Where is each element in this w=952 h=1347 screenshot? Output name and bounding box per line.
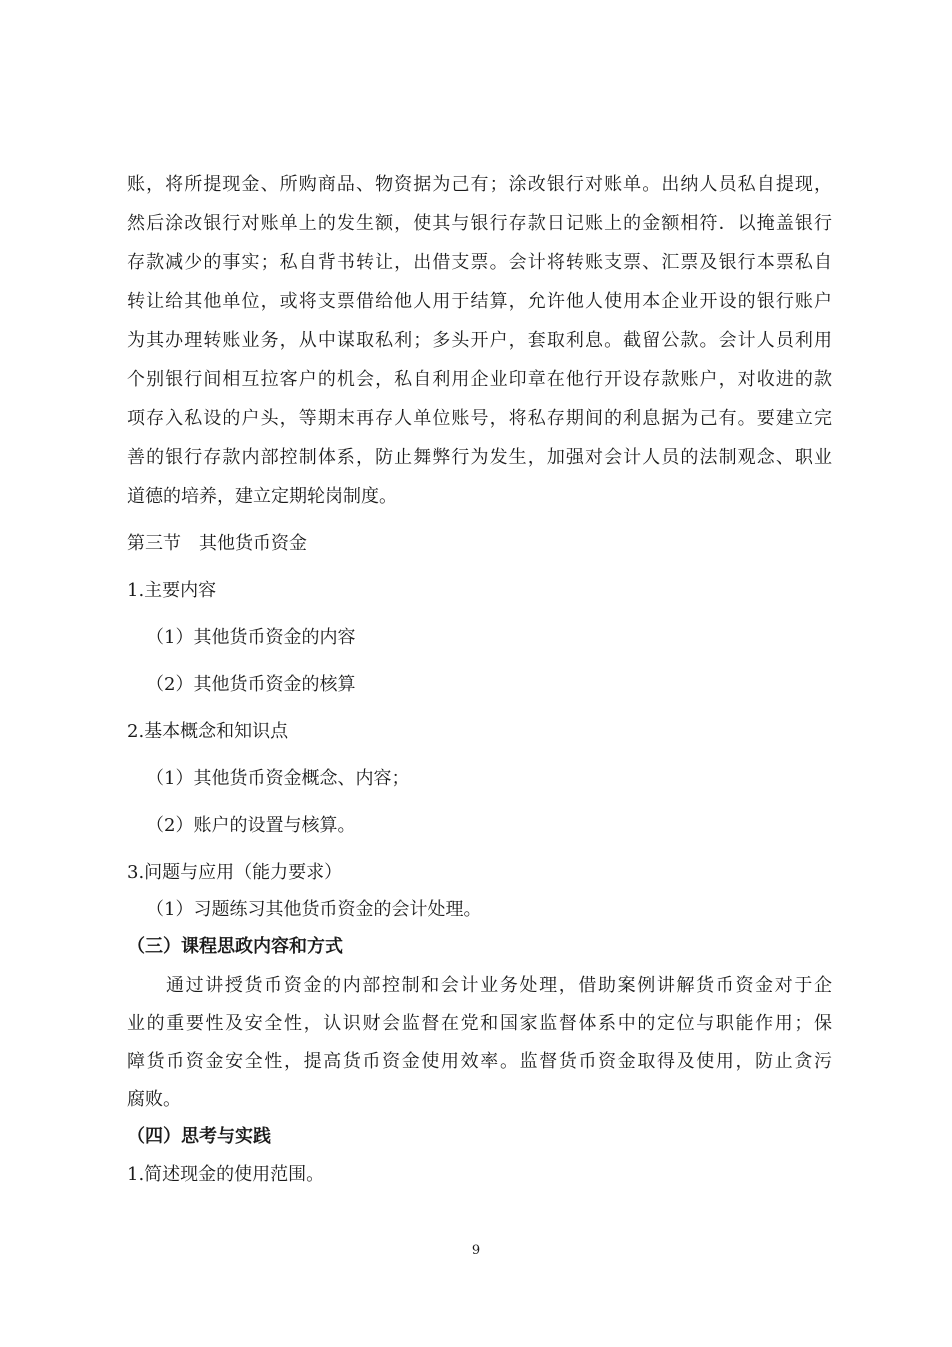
list-item: （2）其他货币资金的核算 xyxy=(146,674,356,695)
paragraph-line: 腐败。 xyxy=(127,1089,181,1110)
paragraph-line: 项存入私设的户头，等期末再存人单位账号，将私存期间的利息据为己有。要建立完 xyxy=(127,408,832,429)
paragraph-line: 通过讲授货币资金的内部控制和会计业务处理，借助案例讲解货币资金对于企 xyxy=(166,975,832,996)
paragraph-line: 转让给其他单位，或将支票借给他人用于结算，允许他人使用本企业开设的银行账户 xyxy=(127,291,832,312)
paragraph-line: 个别银行间相互拉客户的机会，私自利用企业印章在他行开设存款账户，对收进的款 xyxy=(127,369,832,390)
practice-item: 1.简述现金的使用范围。 xyxy=(127,1164,325,1185)
section-heading: 第三节 其他货币资金 xyxy=(127,533,307,554)
paragraph-line: 然后涂改银行对账单上的发生额，使其与银行存款日记账上的金额相符．以掩盖银行 xyxy=(127,213,832,234)
list-item: （2）账户的设置与核算。 xyxy=(146,815,356,836)
paragraph-line: 账，将所提现金、所购商品、物资据为己有；涂改银行对账单。出纳人员私自提现， xyxy=(127,174,832,195)
paragraph-line: 道德的培养，建立定期轮岗制度。 xyxy=(127,486,397,507)
paragraph-line: 为其办理转账业务，从中谋取私利；多头开户，套取利息。截留公款。会计人员利用 xyxy=(127,330,832,351)
practice-heading: （四）思考与实践 xyxy=(127,1126,271,1147)
list-item: （1）其他货币资金的内容 xyxy=(146,627,356,648)
paragraph-line: 善的银行存款内部控制体系，防止舞弊行为发生，加强对会计人员的法制观念、职业 xyxy=(127,447,832,468)
page-number: 9 xyxy=(471,1243,481,1258)
paragraph-line: 存款减少的事实；私自背书转让，出借支票。会计将转账支票、汇票及银行本票私自 xyxy=(127,252,832,273)
basic-concepts-heading: 2.基本概念和知识点 xyxy=(127,721,289,742)
list-item: （1）习题练习其他货币资金的会计处理。 xyxy=(146,899,482,920)
main-content-heading: 1.主要内容 xyxy=(127,580,217,601)
paragraph-line: 障货币资金安全性，提高货币资金使用效率。监督货币资金取得及使用，防止贪污 xyxy=(127,1051,832,1072)
application-heading: 3.问题与应用（能力要求） xyxy=(127,862,343,883)
ideology-heading: （三）课程思政内容和方式 xyxy=(127,936,343,957)
list-item: （1）其他货币资金概念、内容； xyxy=(146,768,410,789)
paragraph-line: 业的重要性及安全性，认识财会监督在党和国家监督体系中的定位与职能作用；保 xyxy=(127,1013,832,1034)
